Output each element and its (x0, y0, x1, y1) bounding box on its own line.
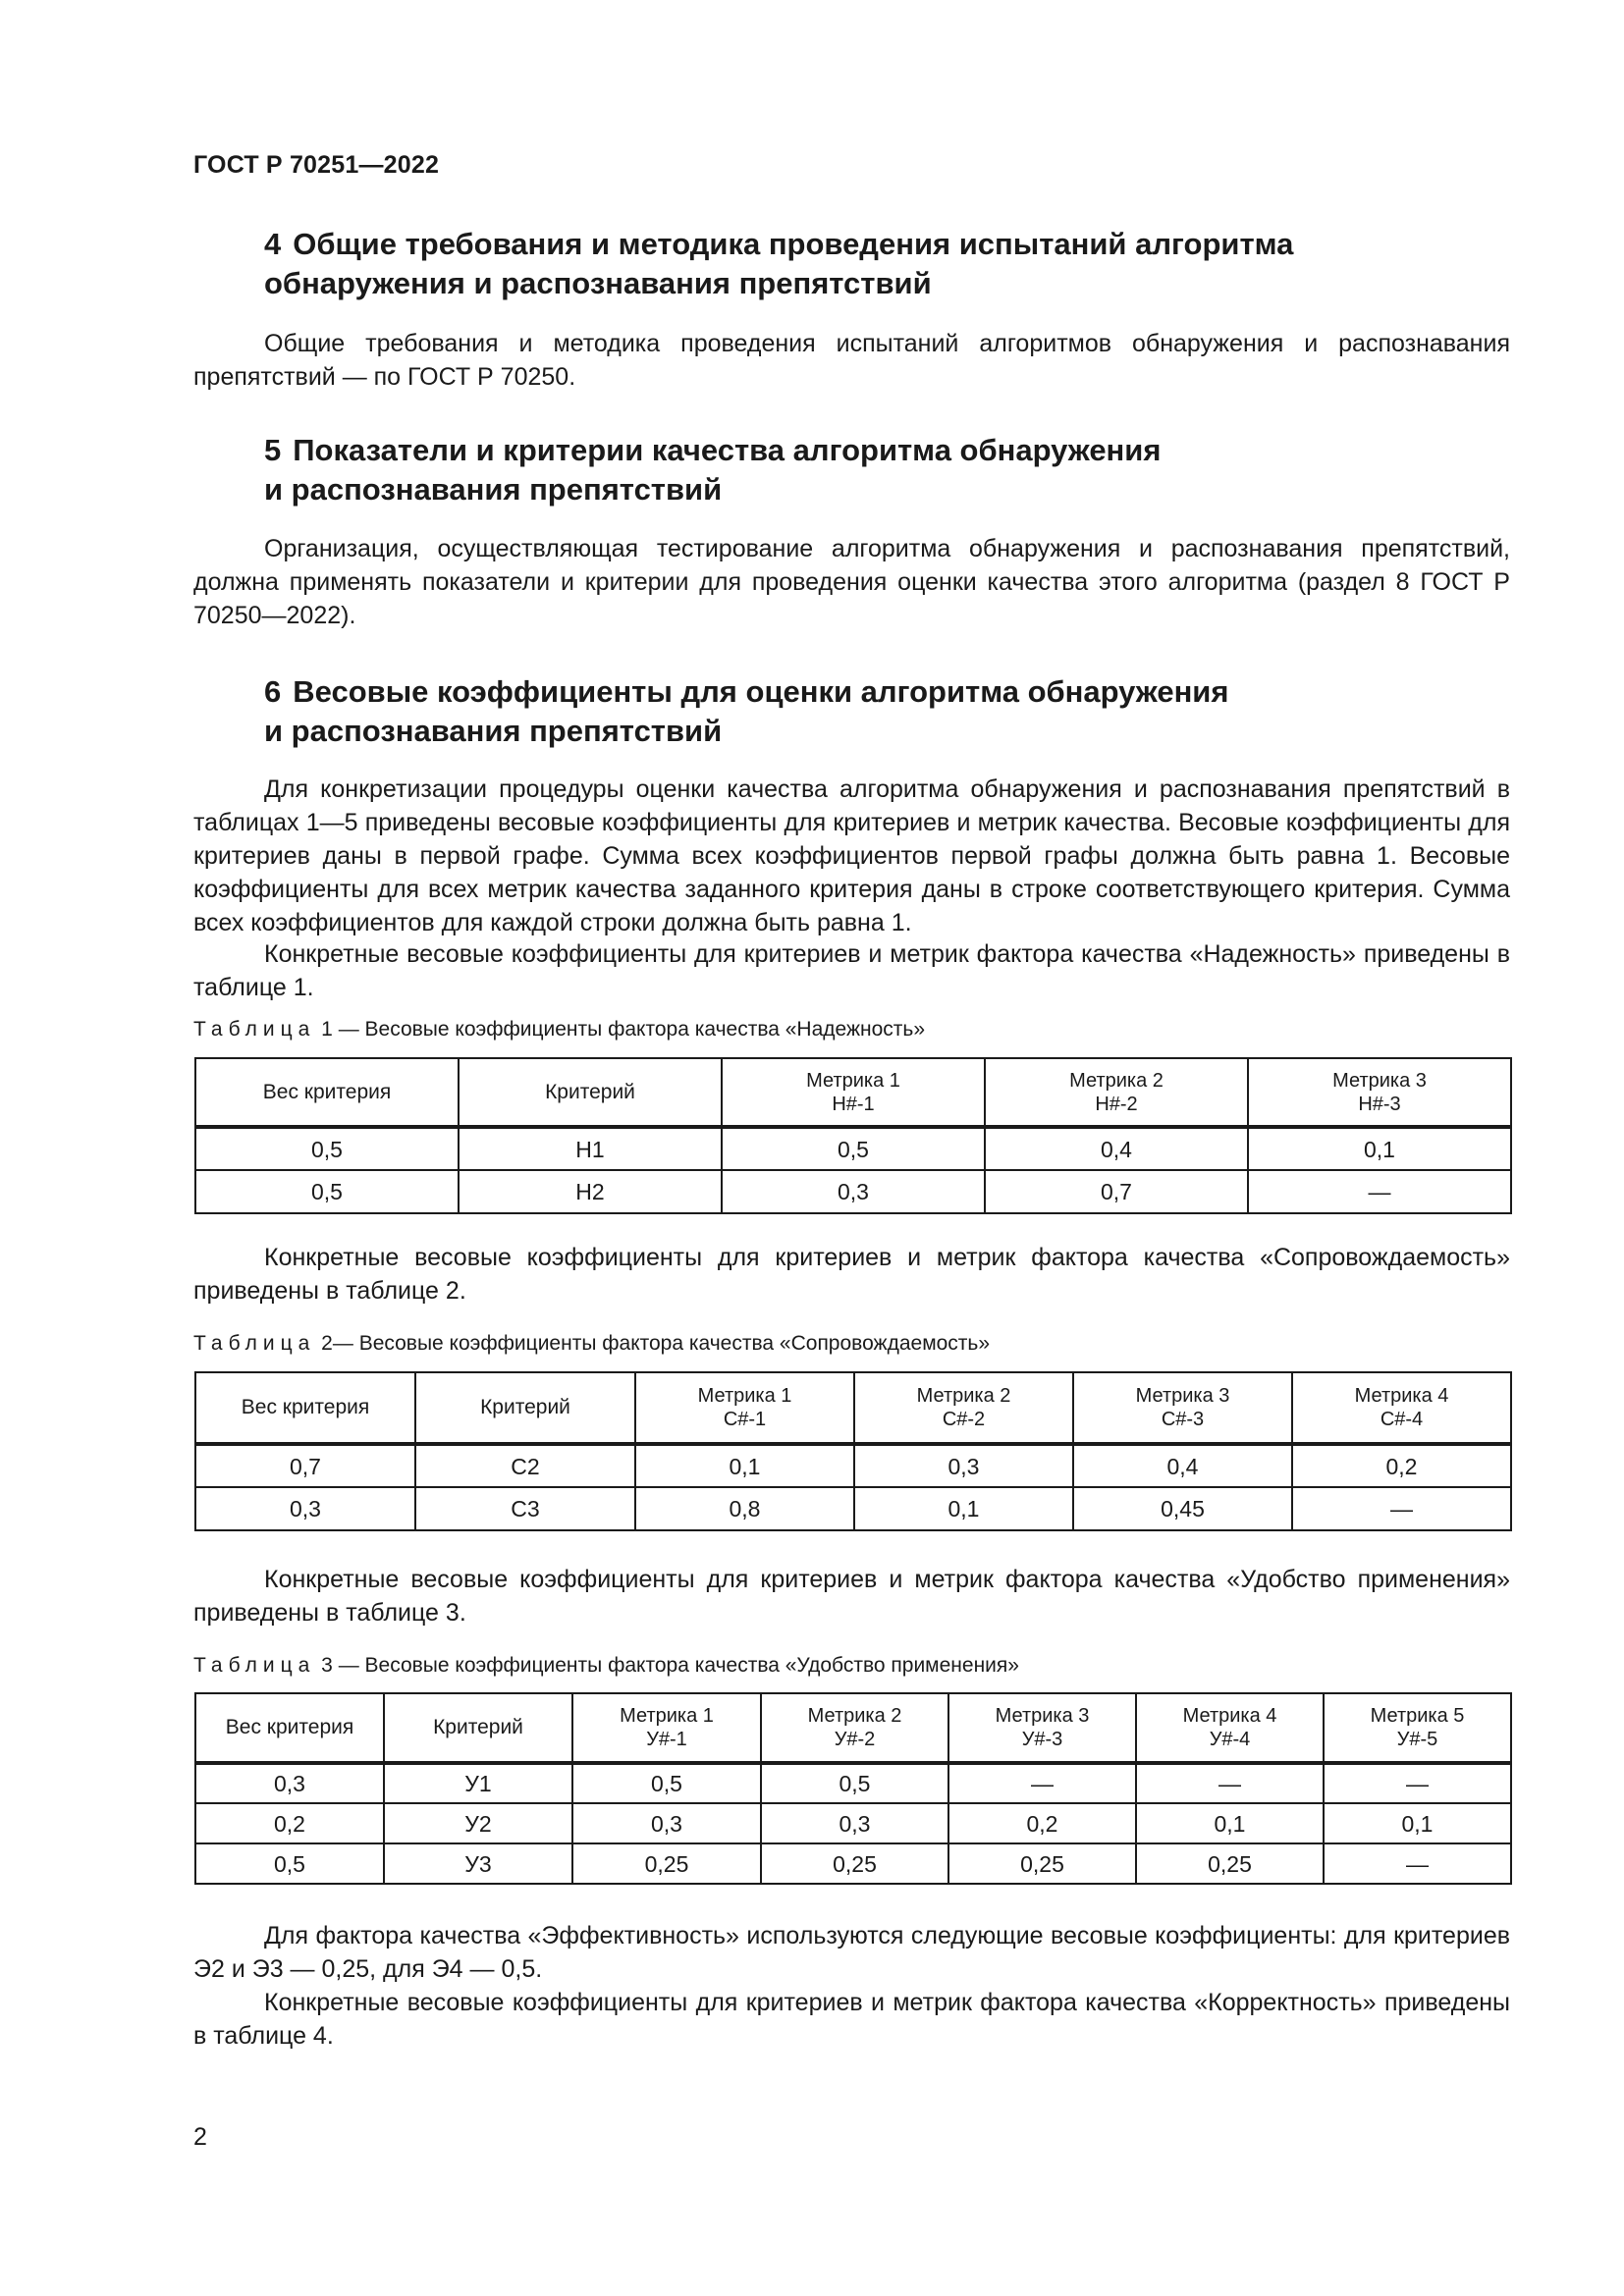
section-6-paragraph-4: Конкретные весовые коэффициенты для критериев и метрик фактора качества «Удобство применения» приведены в таблице 3. (193, 1566, 1510, 1627)
table-cell: Н1 (459, 1127, 722, 1170)
table-cell: У2 (384, 1803, 572, 1843)
text-span: Таблица (193, 1654, 316, 1677)
table-cell: 0,3 (195, 1487, 415, 1530)
table-cell: 0,1 (854, 1487, 1073, 1530)
text-span: Метрика 4 (1354, 1385, 1449, 1407)
table-cell: — (948, 1763, 1136, 1803)
text-span: 1 — Весовые коэффициенты фактора качества «Надежность» (315, 1018, 926, 1041)
table-cell: 0,1 (1324, 1803, 1511, 1843)
table-cell: 0,4 (985, 1127, 1248, 1170)
table-cell: 0,2 (195, 1803, 384, 1843)
heading-line-2: и распознавания препятствий (264, 472, 723, 507)
text-span: Критерий (433, 1716, 523, 1738)
section-4-text: Общие требования и методика проведения испытаний алгоритмов обнаружения и распознавания препятствий — по ГОСТ Р 70250. (193, 330, 1510, 391)
text-span: Вес критерия (241, 1396, 370, 1418)
table-cell: 0,2 (948, 1803, 1136, 1843)
table-cell: У3 (384, 1843, 572, 1884)
table-cell: 0,1 (1248, 1127, 1511, 1170)
text-span: Метрика 3 (995, 1705, 1090, 1727)
table-cell: 0,7 (195, 1444, 415, 1487)
text-span: С#-2 (942, 1409, 986, 1430)
table-row (195, 1763, 1511, 1803)
table-row (195, 1843, 1511, 1884)
header-cell (985, 1058, 1248, 1127)
header-cell (415, 1372, 635, 1444)
table-cell: 0,5 (195, 1170, 459, 1213)
heading-line-1: Показатели и критерии качества алгоритма обнаружения (293, 433, 1162, 467)
text-span: Вес критерия (262, 1080, 392, 1103)
table-cell: С2 (415, 1444, 635, 1487)
table-cell: 0,5 (195, 1127, 459, 1170)
header-cell (195, 1693, 384, 1763)
text-span: Критерий (545, 1080, 635, 1103)
table-3 (194, 1692, 1512, 1885)
text-span: Метрика 1 (806, 1069, 900, 1092)
header-cell (195, 1058, 459, 1127)
text-span: Н#-3 (1358, 1093, 1401, 1115)
header-cell (1073, 1372, 1292, 1444)
table-cell: 0,25 (1136, 1843, 1324, 1884)
text-span: Метрика 3 (1135, 1385, 1230, 1407)
section-5-heading (264, 431, 1521, 509)
table-row (195, 1170, 1511, 1213)
text-span: Таблица (193, 1332, 316, 1355)
table-cell: 0,3 (195, 1763, 384, 1803)
section-number: 5 (264, 433, 282, 467)
header-cell (948, 1693, 1136, 1763)
text-span: У#-3 (1021, 1729, 1063, 1750)
text-span: Метрика 1 (620, 1705, 714, 1727)
section-5-text: Организация, осуществляющая тестирование алгоритма обнаружения и распознавания препятствий, должна применять показатели и критерии для проведения оценки качества этого алгоритма (раздел 8 ГОСТ Р 70250—2022). (193, 535, 1510, 629)
table-cell: 0,3 (854, 1444, 1073, 1487)
header-cell (1248, 1058, 1511, 1127)
section-6-paragraph-2: Конкретные весовые коэффициенты для критериев и метрик фактора качества «Надежность» приведены в таблице 1. (193, 940, 1510, 1001)
header-cell (761, 1693, 948, 1763)
text-span: У#-2 (834, 1729, 876, 1750)
table-cell: 0,2 (1292, 1444, 1511, 1487)
text-span: Метрика 3 (1332, 1069, 1427, 1092)
text-span: Метрика 2 (1069, 1069, 1164, 1092)
table-cell: Н2 (459, 1170, 722, 1213)
table-cell: — (1292, 1487, 1511, 1530)
table-row (195, 1444, 1511, 1487)
table-cell: 0,25 (572, 1843, 761, 1884)
table-cell: 0,7 (985, 1170, 1248, 1213)
header-cell (1136, 1693, 1324, 1763)
table-cell: 0,25 (761, 1843, 948, 1884)
table-cell: 0,25 (948, 1843, 1136, 1884)
text-span: Таблица (193, 1018, 316, 1041)
text-span: У#-5 (1396, 1729, 1438, 1750)
section-number: 4 (264, 227, 282, 261)
header-cell (635, 1372, 854, 1444)
text-span: 2— Весовые коэффициенты фактора качества «Сопровождаемость» (315, 1332, 991, 1355)
table-row (195, 1487, 1511, 1530)
table-cell: 0,5 (722, 1127, 985, 1170)
table-1 (194, 1057, 1512, 1214)
table-cell: — (1136, 1763, 1324, 1803)
text-span: У#-4 (1209, 1729, 1251, 1750)
table-cell: 0,3 (761, 1803, 948, 1843)
text-span: Метрика 2 (916, 1385, 1011, 1407)
header-cell (572, 1693, 761, 1763)
page-number: 2 (193, 2123, 207, 2151)
table-cell: 0,1 (1136, 1803, 1324, 1843)
table-2-caption (193, 1331, 990, 1357)
text-span: С#-1 (723, 1409, 767, 1430)
section-6-paragraph-3: Конкретные весовые коэффициенты для критериев и метрик фактора качества «Сопровождаемость» приведены в таблице 2. (193, 1244, 1510, 1305)
section-number: 6 (264, 674, 282, 709)
text-span: Метрика 1 (697, 1385, 792, 1407)
table-1-caption (193, 1017, 925, 1042)
header-cell (384, 1693, 572, 1763)
table-cell: У1 (384, 1763, 572, 1803)
text-span: С#-4 (1380, 1409, 1424, 1430)
table-cell: 0,1 (635, 1444, 854, 1487)
header-cell (1324, 1693, 1511, 1763)
text-span: Метрика 5 (1370, 1705, 1465, 1727)
table-row (195, 1127, 1511, 1170)
heading-line-2: и распознавания препятствий (264, 714, 723, 748)
section-6-paragraph-5: Для фактора качества «Эффективность» используются следующие весовые коэффициенты: для критериев Э2 и Э3 — 0,25, для Э4 — 0,5. (193, 1922, 1510, 1983)
section-6-paragraph-6: Конкретные весовые коэффициенты для критериев и метрик фактора качества «Корректность» приведены в таблице 4. (193, 1989, 1510, 2050)
text-span: Критерий (480, 1396, 570, 1418)
text-span: У#-1 (646, 1729, 687, 1750)
table-cell: 0,4 (1073, 1444, 1292, 1487)
section-4-heading (264, 225, 1521, 303)
table-cell: 0,3 (572, 1803, 761, 1843)
table-cell: 0,45 (1073, 1487, 1292, 1530)
header-cell (854, 1372, 1073, 1444)
table-cell: 0,5 (572, 1763, 761, 1803)
heading-line-1: Весовые коэффициенты для оценки алгоритма обнаружения (293, 674, 1229, 709)
table-cell: С3 (415, 1487, 635, 1530)
text-span: 3 — Весовые коэффициенты фактора качества «Удобство применения» (315, 1654, 1019, 1677)
text-span: Вес критерия (225, 1716, 354, 1738)
text-span: С#-3 (1161, 1409, 1205, 1430)
table-2 (194, 1371, 1512, 1531)
header-cell (459, 1058, 722, 1127)
text-span: Н#-1 (832, 1093, 875, 1115)
text-span: Метрика 4 (1182, 1705, 1277, 1727)
table-cell: — (1248, 1170, 1511, 1213)
header-cell (722, 1058, 985, 1127)
table-cell: 0,5 (761, 1763, 948, 1803)
table-cell: — (1324, 1843, 1511, 1884)
table-row (195, 1803, 1511, 1843)
document-code: ГОСТ Р 70251—2022 (193, 151, 440, 179)
section-6-paragraph-1: Для конкретизации процедуры оценки качества алгоритма обнаружения и распознавания препятствий в таблицах 1—5 приведены весовые коэффициенты для критериев и метрик качества. Весовые коэффициенты для критериев даны в первой графе. Сумма всех коэффициентов первой графы должна быть равна 1. Весовые коэффициенты для всех метрик качества заданного критерия даны в строке соответствующего критерия. Сумма всех коэффициентов для каждой строки должна быть равна 1. (193, 775, 1510, 936)
table-cell: 0,3 (722, 1170, 985, 1213)
table-cell: 0,8 (635, 1487, 854, 1530)
text-span: Н#-2 (1095, 1093, 1138, 1115)
table-cell: — (1324, 1763, 1511, 1803)
text-span: Метрика 2 (807, 1705, 902, 1727)
header-cell (195, 1372, 415, 1444)
table-3-caption (193, 1653, 1019, 1679)
section-6-heading (264, 672, 1521, 751)
header-cell (1292, 1372, 1511, 1444)
heading-line-2: обнаружения и распознавания препятствий (264, 266, 932, 300)
heading-line-1: Общие требования и методика проведения испытаний алгоритма (293, 227, 1294, 261)
table-cell: 0,5 (195, 1843, 384, 1884)
